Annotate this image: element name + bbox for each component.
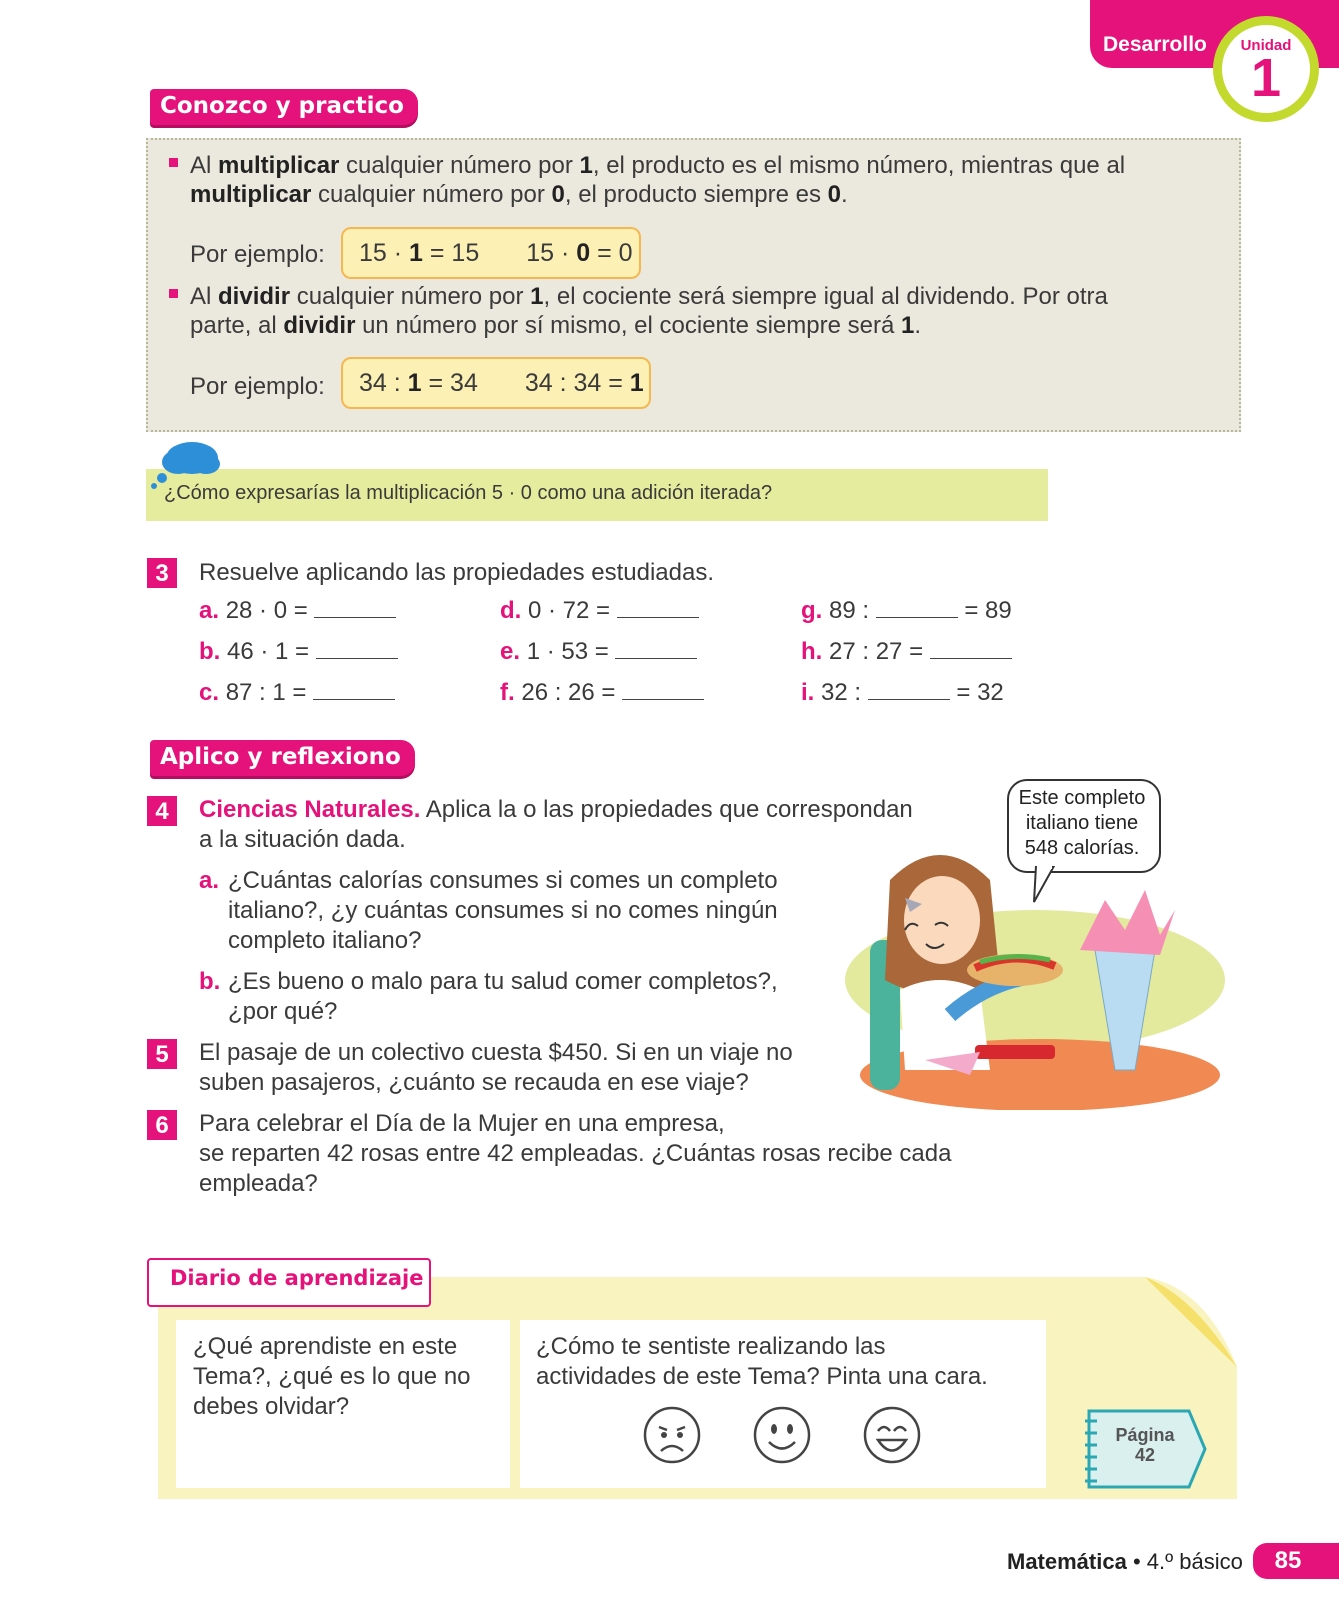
answer-blank[interactable]	[314, 597, 396, 618]
section-label-conozco: Conozco y practico	[150, 89, 418, 125]
example-label: Por ejemplo:	[190, 241, 325, 268]
exercise6-line3: empleada?	[199, 1170, 318, 1197]
exercise4-b-line1: ¿Es bueno o malo para tu salud comer completos?,	[228, 968, 778, 995]
exercise3-item-f: f. 26 : 26 =	[500, 679, 704, 707]
exercise4-a-line1: ¿Cuántas calorías consumes si comes un completo	[228, 867, 778, 894]
page-number: 85	[1274, 1547, 1302, 1574]
sad-face-icon[interactable]	[642, 1405, 702, 1465]
exercise3-item-g: g. 89 : = 89	[801, 597, 1012, 624]
answer-blank[interactable]	[868, 679, 950, 700]
diary-label: Diario de aprendizaje	[170, 1266, 424, 1290]
exercise3-prompt: Resuelve aplicando las propiedades estudiadas.	[199, 559, 715, 586]
exercise-number-badge: 4	[147, 796, 177, 826]
exercise6-line2: se reparten 42 rosas entre 42 empleadas. ¿Cuántas rosas recibe cada	[199, 1140, 952, 1167]
example-1: 15 · 1 = 15	[359, 239, 480, 267]
exercise3-item-e: e. 1 · 53 =	[500, 638, 697, 666]
concept-bullet1-line2: multiplicar cualquier número por 0, el producto siempre es 0.	[190, 181, 848, 208]
exercise5-line1: El pasaje de un colectivo cuesta $450. Si en un viaje no	[199, 1039, 793, 1066]
section-stage-label: Desarrollo	[1103, 33, 1207, 56]
exercise3-item-c: c. 87 : 1 =	[199, 679, 395, 707]
answer-blank[interactable]	[622, 679, 704, 700]
exercise6-line1: Para celebrar el Día de la Mujer en una empresa,	[199, 1110, 725, 1137]
example-label: Por ejemplo:	[190, 373, 325, 400]
example-box-multiplication	[341, 227, 641, 279]
exercise3-item-b: b. 46 · 1 =	[199, 638, 398, 666]
example-box-division	[341, 357, 651, 409]
exercise3-item-d: d. 0 · 72 =	[500, 597, 699, 625]
exercise-number-badge: 5	[147, 1039, 177, 1069]
example-2: 34 : 34 = 1	[524, 369, 644, 397]
bullet-icon	[169, 158, 178, 167]
diary-question-learned: ¿Qué aprendiste en este Tema?, ¿qué es lo que no debes olvidar?	[193, 1333, 471, 1420]
exercise3-item-a: a. 28 · 0 =	[199, 597, 396, 625]
exercise-number-badge: 3	[147, 558, 177, 588]
answer-blank[interactable]	[876, 597, 958, 618]
concept-bullet2-line2: parte, al dividir un número por sí mismo, el cociente siempre será 1.	[190, 312, 921, 339]
footer-info: Matemática • 4.º básico	[1007, 1549, 1243, 1574]
exercise3-item-i: i. 32 : = 32	[801, 679, 1004, 706]
diary-question-feelings: ¿Cómo te sentiste realizando las actividades de este Tema? Pinta una cara.	[536, 1333, 988, 1390]
example-1: 34 : 1 = 34	[359, 369, 478, 397]
unit-label: Unidad	[1240, 37, 1292, 54]
exercise3-item-h: h. 27 : 27 =	[801, 638, 1012, 666]
example-2: 15 · 0 = 0	[526, 239, 633, 267]
smile-face-icon[interactable]	[752, 1405, 812, 1465]
exercise4-letter-b: b.	[199, 968, 221, 995]
answer-blank[interactable]	[930, 638, 1012, 659]
exercise-number-badge: 6	[147, 1110, 177, 1140]
page-reference-text: Página 42	[1115, 1425, 1175, 1465]
exercise5-line2: suben pasajeros, ¿cuánto se recauda en ese viaje?	[199, 1069, 749, 1096]
exercise4-a-line3: completo italiano?	[228, 927, 422, 954]
exercise4-a-line2: italiano?, ¿y cuántas consumes si no comes ningún	[228, 897, 778, 924]
exercise4-b-line2: ¿por qué?	[228, 998, 338, 1025]
concept-bullet1-line1: Al multiplicar cualquier número por 1, el producto es el mismo número, mientras que al	[190, 152, 1126, 179]
answer-blank[interactable]	[617, 597, 699, 618]
answer-blank[interactable]	[316, 638, 398, 659]
section-label-aplico: Aplico y reflexiono	[150, 740, 415, 776]
speech-bubble-tail	[1032, 866, 1062, 906]
girl-eating-hotdog-illustration	[830, 840, 1230, 1110]
page-curl-decoration	[1145, 1277, 1237, 1367]
concept-bullet2-line1: Al dividir cualquier número por 1, el cociente será siempre igual al dividendo. Por otra	[190, 283, 1108, 310]
thought-question: ¿Cómo expresarías la multiplicación 5 · 0 como una adición iterada?	[164, 482, 773, 504]
answer-blank[interactable]	[615, 638, 697, 659]
exercise4-prompt-line2: a la situación dada.	[199, 826, 406, 853]
speech-bubble-text: Este completo italiano tiene 548 calorías.	[1018, 787, 1146, 859]
bullet-icon	[169, 289, 178, 298]
unit-number: 1	[1250, 48, 1282, 108]
happy-face-icon[interactable]	[862, 1405, 922, 1465]
exercise4-letter-a: a.	[199, 867, 220, 894]
answer-blank[interactable]	[313, 679, 395, 700]
exercise4-prompt-line1: Ciencias Naturales. Aplica la o las propiedades que correspondan	[199, 796, 913, 823]
